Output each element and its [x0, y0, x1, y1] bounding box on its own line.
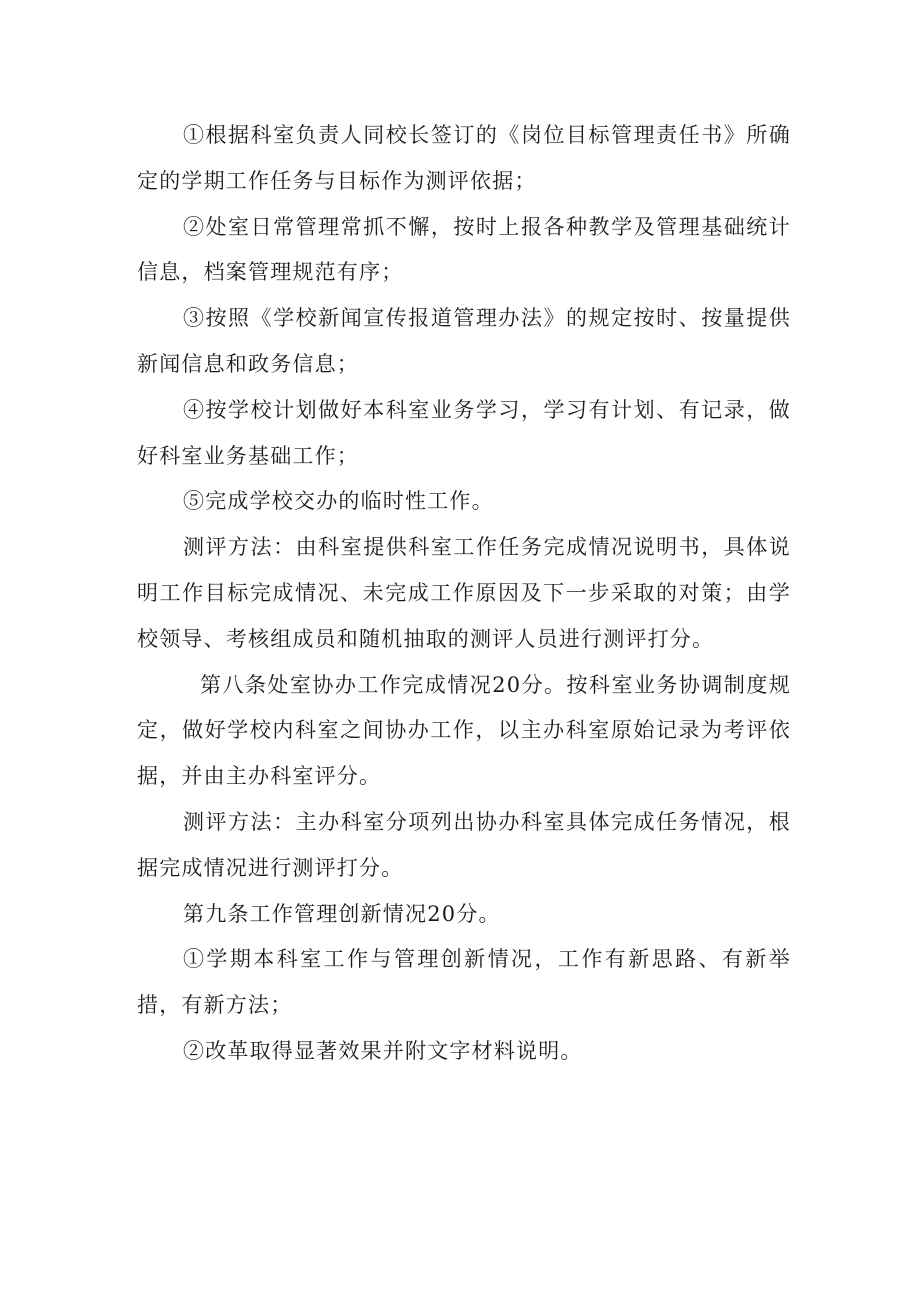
document-page: [137, 113, 791, 1075]
article-9-heading-paragraph: 第九条工作管理创新情况20分。: [183, 901, 501, 926]
article-8-paragraph: 第八条处室协办工作完成情况20分。按科室业务协调制度规定，做好学校内科室之间协办工作，以主办科室原始记录为考评依据，并由主办科室评分。: [137, 672, 791, 789]
article-9-item-2-paragraph: ②改革取得显著效果并附文字材料说明。: [183, 1038, 583, 1063]
article-8-method-paragraph: 测评方法：主办科室分项列出协办科室具体完成任务情况，根据完成情况进行测评打分。: [137, 809, 791, 880]
evaluation-method-paragraph: 测评方法：由科室提供科室工作任务完成情况说明书，具体说明工作目标完成情况、未完成工作原因及下一步采取的对策；由学校领导、考核组成员和随机抽取的测评人员进行测评打分。: [137, 535, 791, 651]
criterion-2-paragraph: ②处室日常管理常抓不懈，按时上报各种教学及管理基础统计信息，档案管理规范有序；: [137, 214, 791, 285]
criterion-1-paragraph: ①根据科室负责人同校长签订的《岗位目标管理责任书》所确定的学期工作任务与目标作为测评依据；: [137, 123, 791, 193]
article-9-item-1-paragraph: ①学期本科室工作与管理创新情况，工作有新思路、有新举措，有新方法；: [137, 947, 791, 1018]
criterion-5-paragraph: ⑤完成学校交办的临时性工作。: [183, 489, 494, 514]
criterion-4-paragraph: ④按学校计划做好本科室业务学习，学习有计划、有记录，做好科室业务基础工作；: [137, 397, 791, 468]
criterion-3-paragraph: ③按照《学校新闻宣传报道管理办法》的规定按时、按量提供新闻信息和政务信息；: [137, 306, 791, 376]
